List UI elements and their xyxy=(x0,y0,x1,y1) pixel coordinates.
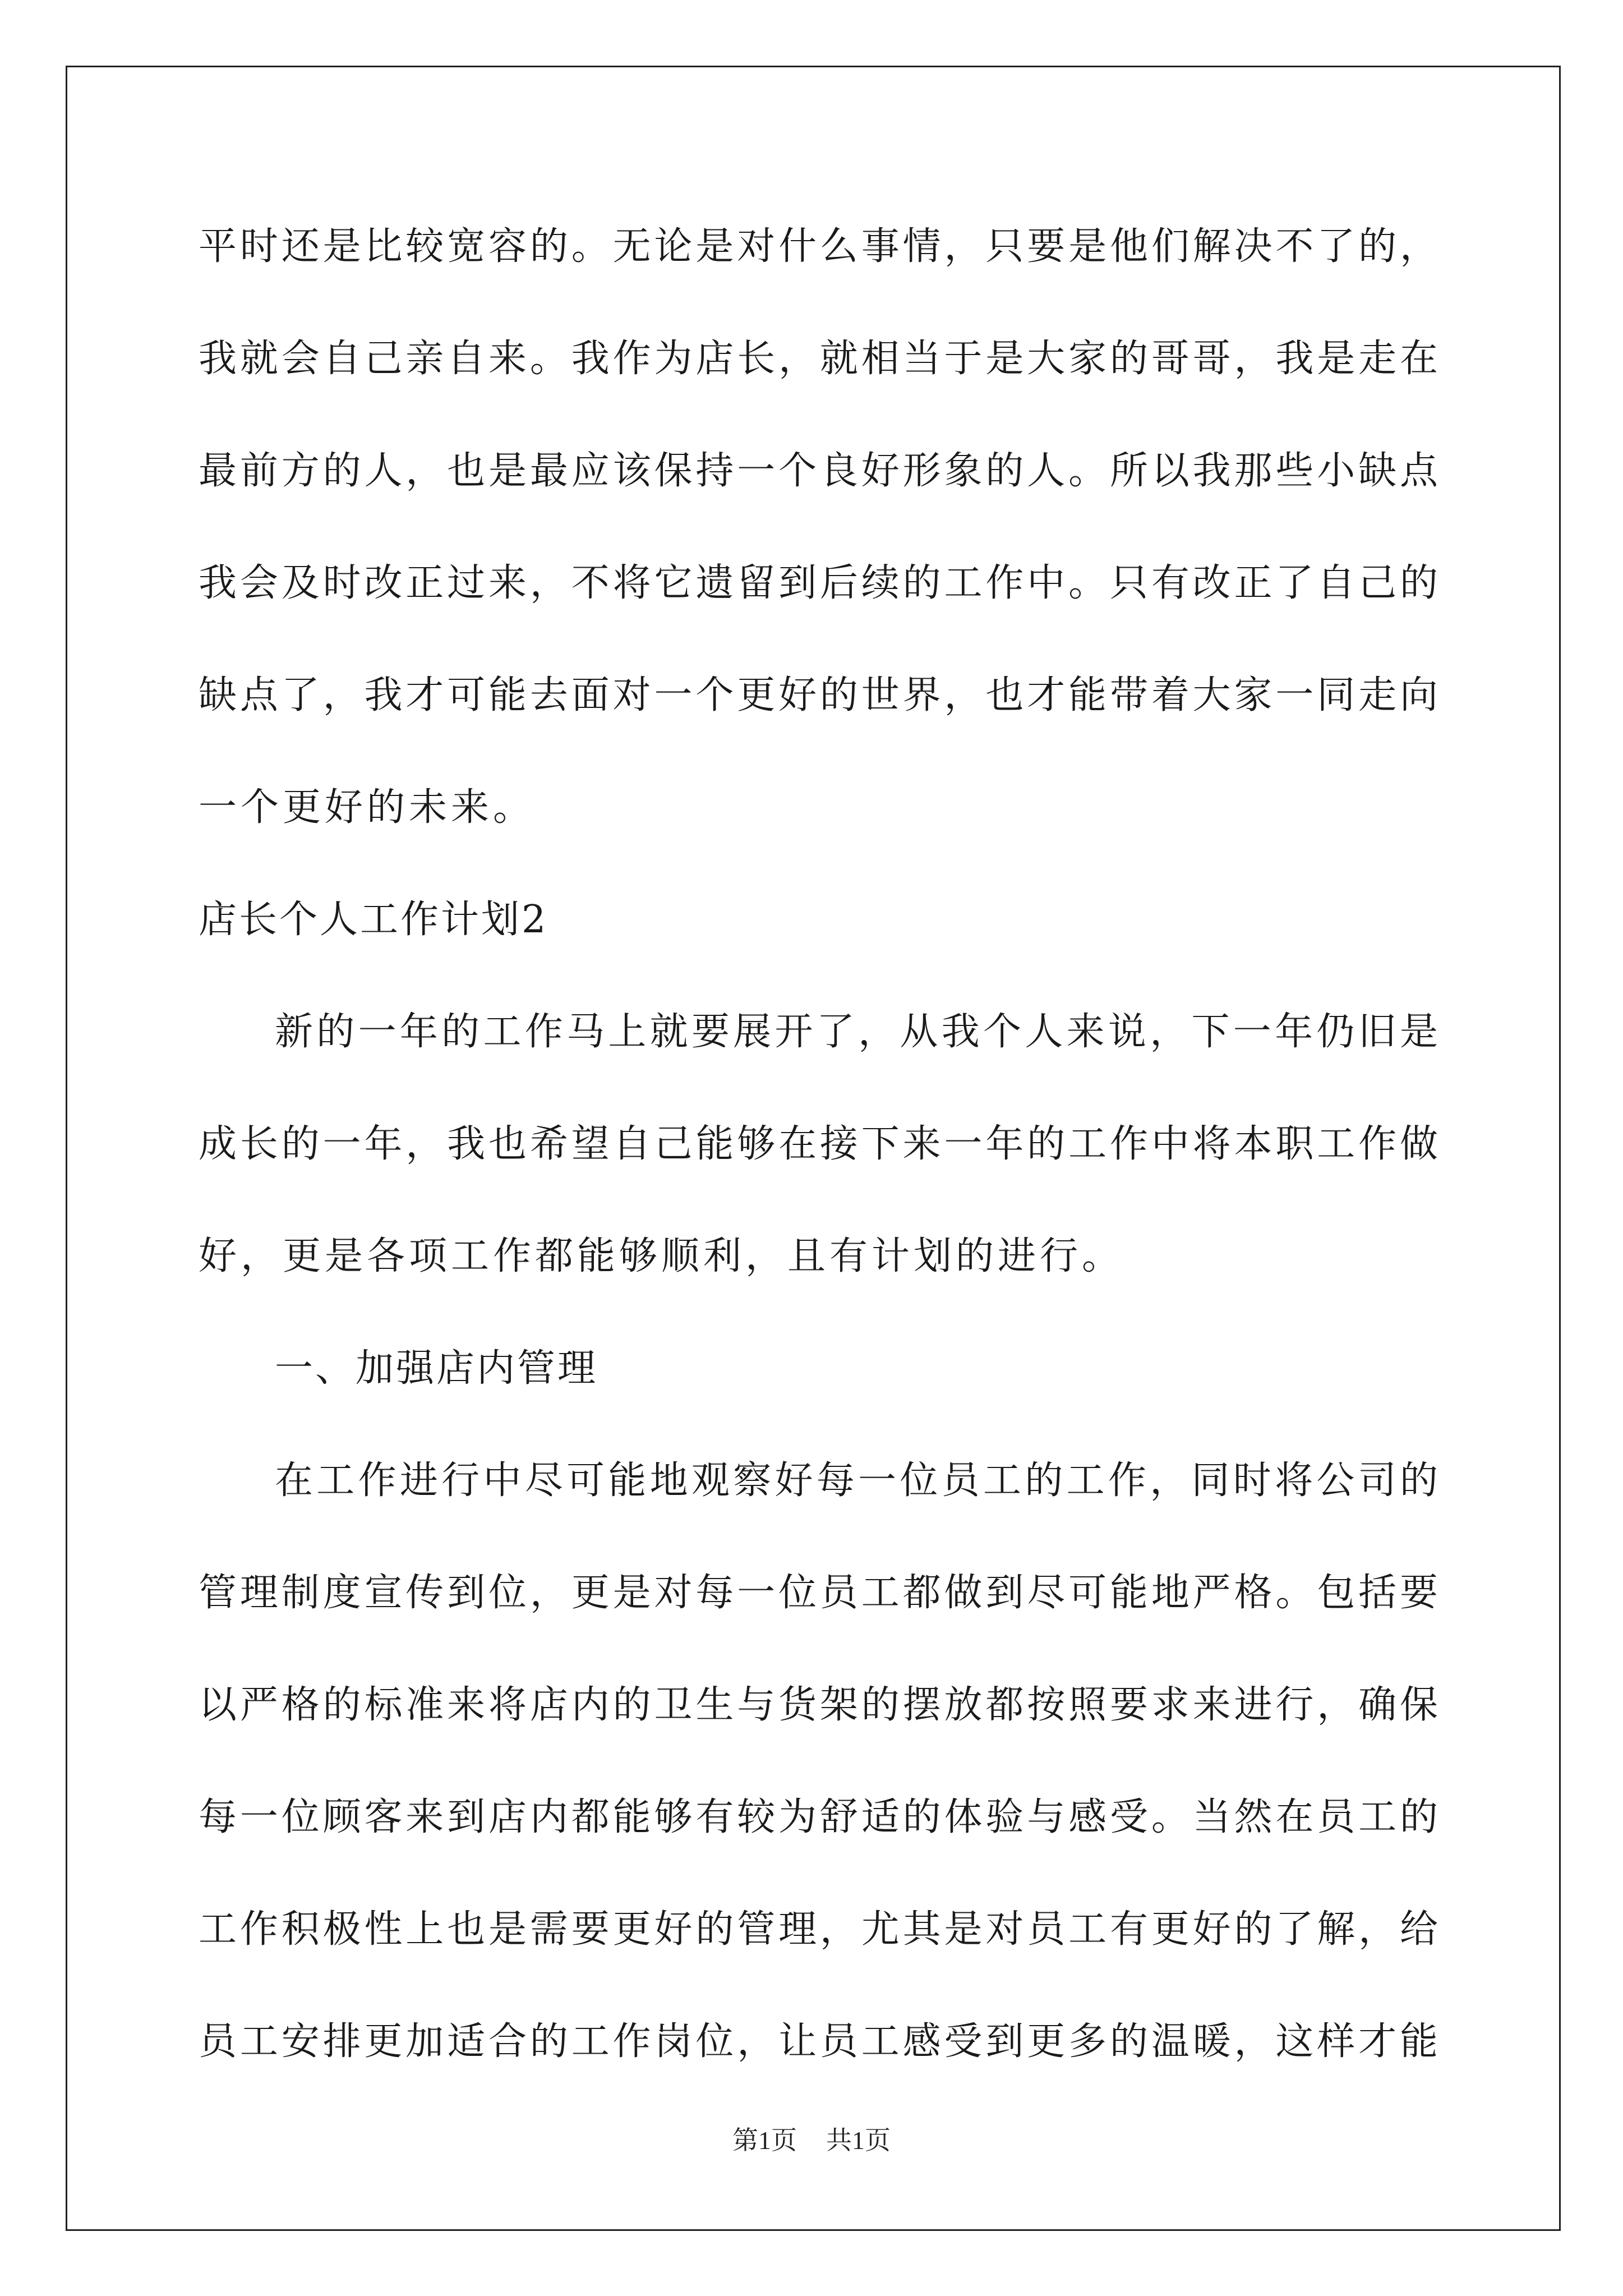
text-line: 管理制度宣传到位，更是对每一位员工都做到尽可能地严格。包括要 xyxy=(199,1571,1438,1615)
text-line: 好，更是各项工作都能够顺利，且有计划的进行。 xyxy=(199,1234,1124,1278)
text-line: 工作积极性上也是需要更好的管理，尤其是对员工有更好的了解，给 xyxy=(199,1907,1438,1952)
text-line: 最前方的人，也是最应该保持一个良好形象的人。所以我那些小缺点 xyxy=(199,449,1438,493)
text-line: 我会及时改正过来，不将它遗留到后续的工作中。只有改正了自己的 xyxy=(199,561,1438,605)
paragraph-first-line: 新的一年的工作马上就要展开了，从我个人来说，下一年仍旧是 xyxy=(275,1010,1438,1054)
page-footer xyxy=(0,2124,1623,2157)
text-line: 每一位顾客来到店内都能够有较为舒适的体验与感受。当然在员工的 xyxy=(199,1795,1438,1839)
subsection-heading: 一、加强店内管理 xyxy=(275,1346,598,1391)
text-line: 缺点了，我才可能去面对一个更好的世界，也才能带着大家一同走向 xyxy=(199,673,1438,717)
section-title: 店长个人工作计划2 xyxy=(199,898,548,942)
text-line: 我就会自己亲自来。我作为店长，就相当于是大家的哥哥，我是走在 xyxy=(199,337,1438,381)
text-line: 一个更好的未来。 xyxy=(199,785,536,830)
text-line: 平时还是比较宽容的。无论是对什么事情，只要是他们解决不了的， xyxy=(199,224,1438,269)
page-number: 第1页 xyxy=(732,2126,797,2155)
text-line: 以严格的标准来将店内的卫生与货架的摆放都按照要求来进行，确保 xyxy=(199,1683,1438,1727)
text-line: 成长的一年，我也希望自己能够在接下来一年的工作中将本职工作做 xyxy=(199,1122,1438,1166)
paragraph-first-line: 在工作进行中尽可能地观察好每一位员工的工作，同时将公司的 xyxy=(275,1458,1438,1503)
page-total: 共1页 xyxy=(826,2126,891,2155)
text-line: 员工安排更加适合的工作岗位，让员工感受到更多的温暖，这样才能 xyxy=(199,2019,1438,2064)
